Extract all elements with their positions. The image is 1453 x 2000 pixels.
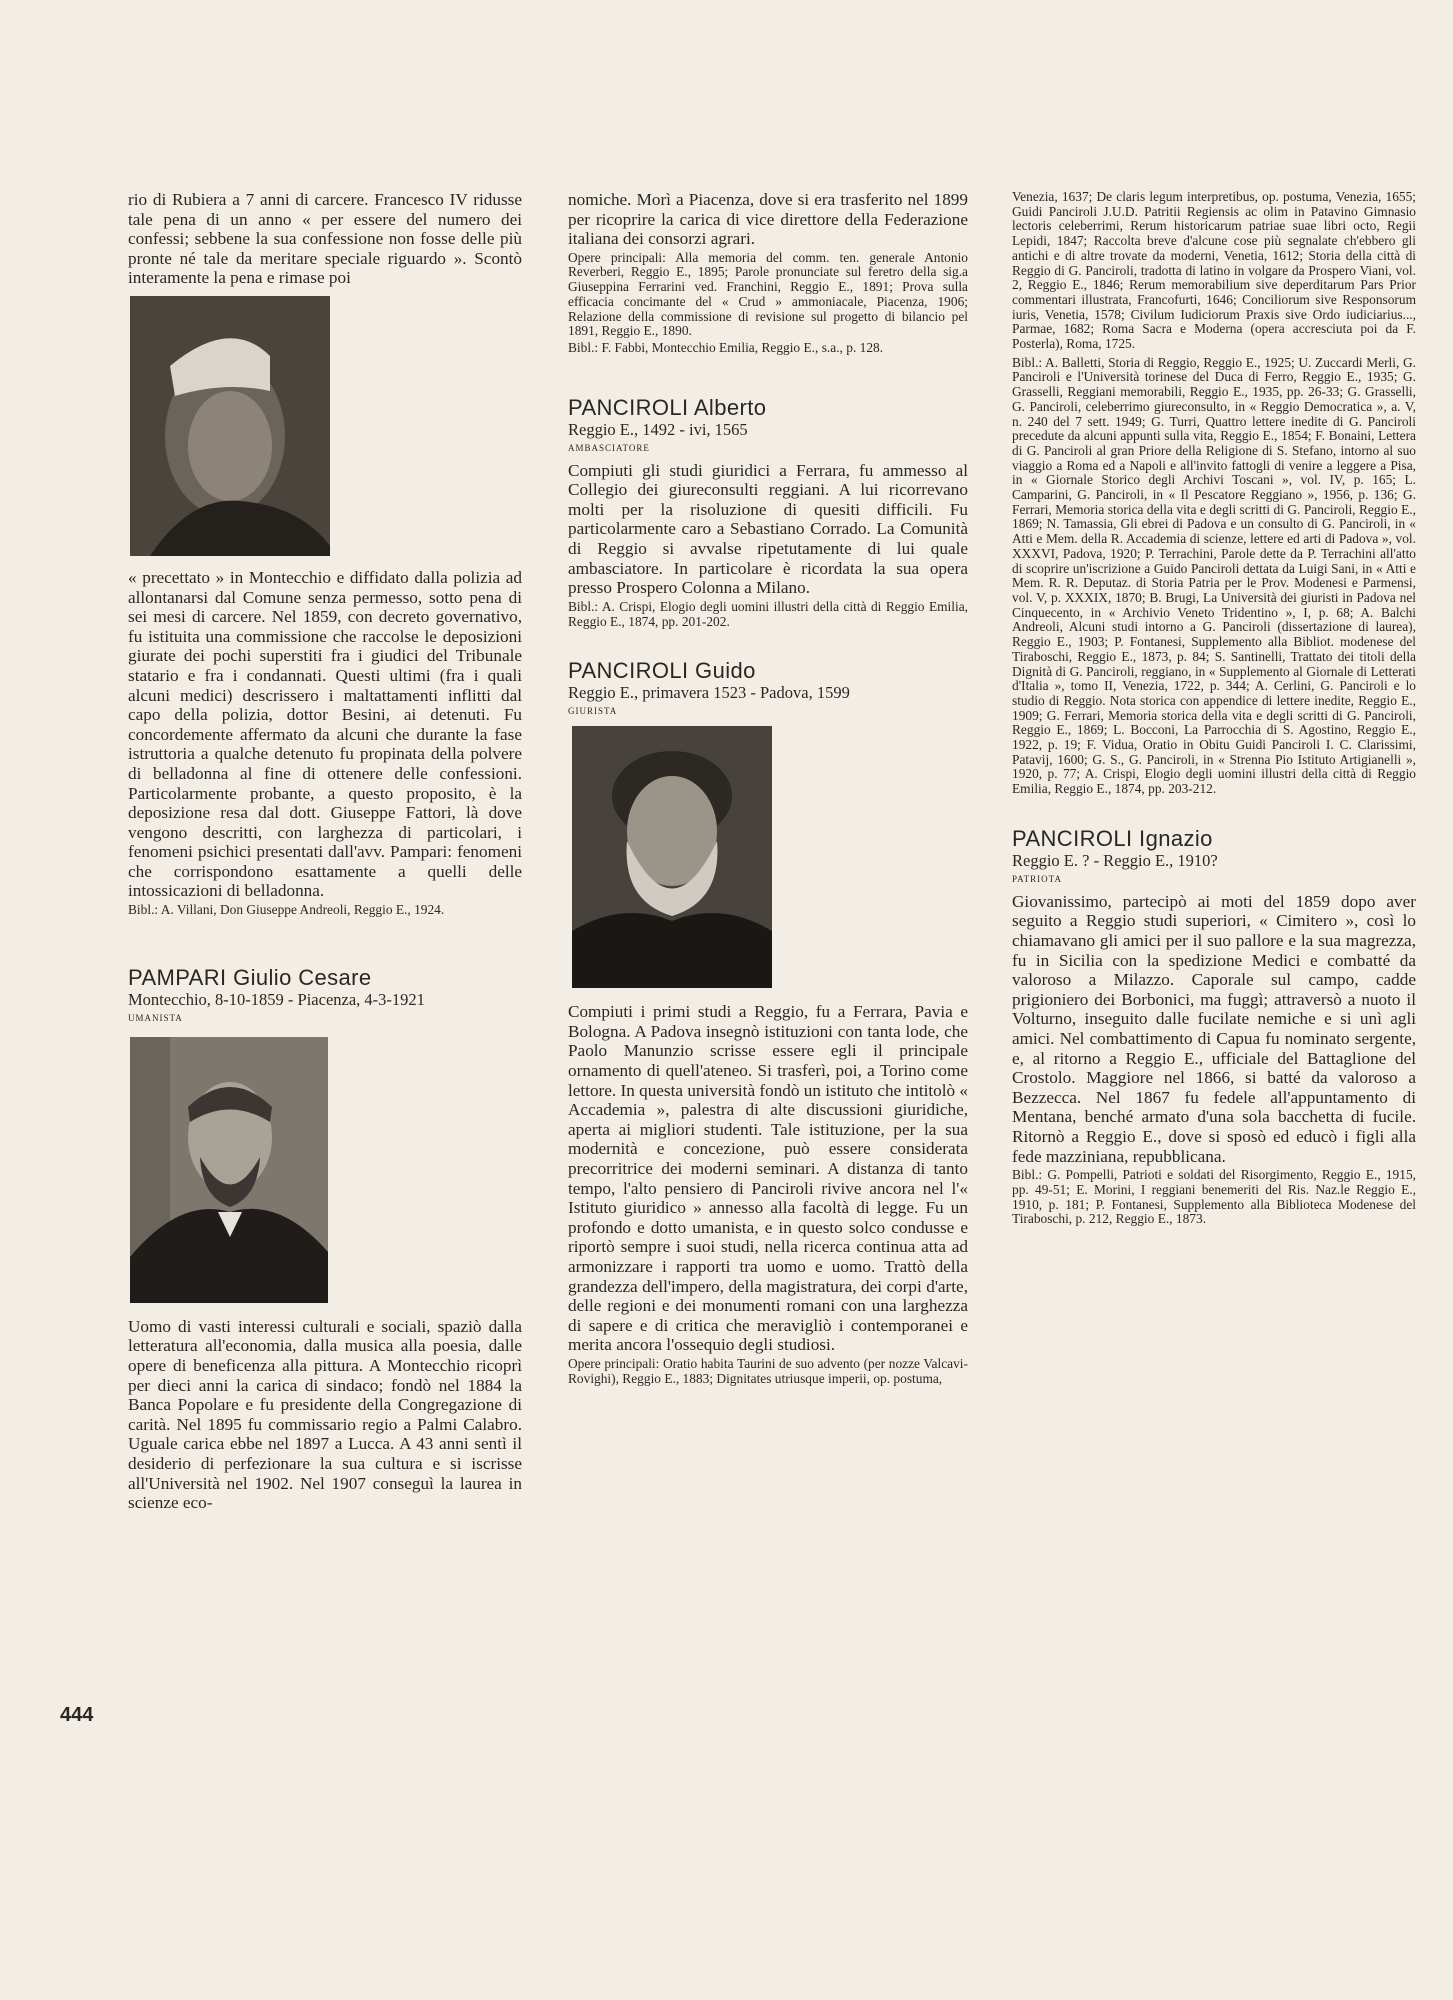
- paragraph: Giovanissimo, partecipò ai moti del 1859 dopo aver seguito a Reggio studi superiori, « Cimitero », così lo chiamavano gli amici per il suo pallore e la sua magrezza, fu in Sicilia con la spedizione Medici e combatté da valoroso a Milazzo. Caporale sul campo, cadde prigioniero dei Borbonici, ma fuggì; attraversò a nuoto il Volturno, inseguito dalle fucilate nemiche e si unì agli amici. Nel combattimento di Capua fu nominato sergente, e, al ritorno a Reggio E., ufficiale del Battaglione del Crostolo. Maggiore nel 1866, si batté da valoroso a Bezzecca. Nel 1867 fu fedele all'appuntamento di Mentana, benché armato d'una sola bacchetta di fucile. Ritornò a Reggio E., dove si sposò ed educò i figli alla fede mazziniana, repubblicana.: [1012, 891, 1416, 1166]
- paragraph: Compiuti i primi studi a Reggio, fu a Ferrara, Pavia e Bologna. A Padova insegnò istituzioni con tanta lode, che Paolo Manunzio scrisse essere egli il principale ornamento di quell'ateneo. Si trasferì, poi, a Torino come lettore. In questa università fondò un istituto che intitolò « Accademia », palestra di alte discussioni giuridiche, aperta ai migliori studenti. Tale istituzione, per la sua modernità e concezione, può essere considerata precorritrice dei moderni seminari. A distanza di tanto tempo, l'alto pensiero di Panciroli rivive ancora nel l'« Istituto giuridico » annesso alla facoltà di legge. Fu un profondo e dotto umanista, e in questo solco condusse e riportò sempre i suoi studi, nella ricerca continua atta ad armonizzare i rapporti tra uomo e uomo. Trattò della grandezza dell'impero, della magistratura, dei corpi d'arte, delle regioni e dei monumenti romani con una larghezza di sapere e di critica che meravigliò i contemporanei e merita ancora l'ossequio degli studiosi.: [568, 1002, 969, 1355]
- works-list: Opere principali: Oratio habita Taurini de suo advento (per nozze Valcavi-Rovighi), Reggio E., 1883; Dignitates utriusque imperii, op. postuma,: [568, 1355, 968, 1386]
- paragraph: rio di Rubiera a 7 anni di carcere. Francesco IV ridusse tale pena di un anno « per essere del numero dei confessi; sebbene la sua confessione non fosse delle più pronte né tale da meritare speciale riguardo ». Scontò interamente la pena e rimase poi: [128, 190, 522, 288]
- portrait-photo-pampari: [130, 1037, 328, 1303]
- entry-dates: Reggio E. ? - Reggio E., 1910?: [1012, 850, 1218, 870]
- bibliography: Bibl.: F. Fabbi, Montecchio Emilia, Reggio E., s.a., p. 128.: [568, 340, 884, 355]
- entry-panciroli-ignazio: [1012, 827, 1416, 886]
- entry-role: patriota: [1012, 869, 1062, 885]
- paragraph: nomiche. Morì a Piacenza, dove si era trasferito nel 1899 per ricoprire la carica di vice direttore della Federazione italiana dei consorzi agrari.: [568, 190, 968, 249]
- bibliography: Bibl.: A. Balletti, Storia di Reggio, Reggio E., 1925; U. Zuccardi Merli, G. Panciroli e l'Università torinese del Duca di Ferro, Reggio E., 1935; G. Grasselli, Reggiani memorabili, Reggio E., 1935, pp. 26-33; G. Grasselli, G. Panciroli, celeberrimo giureconsulto, in « Reggio Democratica », a. V, n. 240 del 7 sett. 1949; G. Turri, Quattro lettere inedite di G. Panciroli precedute da alcuni appunti sulla vita, Reggio E., 1854; F. Bonaini, Lettera di G. Panciroli al gran Priore della Religione di S. Stefano, intorno al suo viaggio a Roma ed a Napoli e all'invito fattogli di venire a leggere a Pisa, in « Giornale Storico degli Archivi Toscani », vol. IV, p. 165; L. Camparini, G. Panciroli, in « Il Pescatore Reggiano », 1956, p. 136; G. Ferrari, Memoria storica della vita e degli scritti di G. Panciroli, Reggio E., 1869; N. Tamassia, Gli ebrei di Padova e un consulto di G. Panciroli, in « Atti e Mem. della R. Accademia di scienze, lettere ed arti di Padova », vol. XXXVI, Padova, 1920; P. Terrachini, Parole dette da P. Terrachini all'atto di scoprire un'iscrizione a Guido Panciroli dettata da Luigi Sani, in « Atti e Mem. R. R. Deputaz. di Storia Patria per le Prov. Modenesi e Parmensi, vol. V, p. XXXIX, 1870; B. Brugi, La Università dei giuristi in Padova nel Cinquecento, in « Archivio Veneto Tridentino », I, p. 68; A. Balchi Andreoli, Alcuni studi intorno a G. Panciroli (dissertazione di laurea), Reggio E., 1903; P. Fontanesi, Supplemento alla Bibliot. modenese del Tiraboschi, Reggio E., 1873, p. 84; S. Santinelli, Trattato dei titoli della Dignità di G. Panciroli, reggiano, in « Supplemento al Giornale di Letterati d'Italia », tomo II, Venezia, 1722, p. 344; A. Cerlini, G. Panciroli e lo studio di Reggio. Nota storica con appendice di lettere inedite, Reggio E., 1909; G. Ferrari, Memoria storica della vita e degli scritti di G. Panciroli, Reggio E., 1869; L. Bocconi, La Parrocchia di S. Agostino, Reggio E., 1922, p. 19; F. Vidua, Oratio in Obitu Guidi Panciroli I. C. Clarissimi, Patavij, 1600; G. S., G. Panciroli, in « Strenna Pio Istituto Artigianelli », 1920, p. 77; A. Crispi, Elogio degli uomini illustri della città di Reggio Emilia, Reggio E., 1874, pp. 203-212.: [1012, 354, 1416, 797]
- entry-name: PANCIROLI Guido: [568, 658, 756, 684]
- bibliography: Bibl.: A. Crispi, Elogio degli uomini illustri della città di Reggio Emilia, Reggio E., 1874, pp. 201-202.: [568, 598, 968, 629]
- entry-name: PANCIROLI Alberto: [568, 394, 767, 420]
- entry-role: ambasciatore: [568, 438, 650, 454]
- entry-role: giurista: [568, 702, 618, 718]
- bibliography: Bibl.: A. Villani, Don Giuseppe Andreoli, Reggio E., 1924.: [128, 902, 445, 918]
- entry-name: PANCIROLI Ignazio: [1012, 825, 1213, 851]
- column-middle: [568, 190, 968, 1386]
- paragraph: Compiuti gli studi giuridici a Ferrara, fu ammesso al Collegio dei giureconsulti reggiani. A lui ricorrevano molti per la risoluzione di quesiti difficili. Fu particolarmente caro a Sebastiano Corrado. La Comunità di Reggio si avvalse ripetutamente di lui quale ambasciatore. In particolare è ricordata la sua opera presso Prospero Colonna a Milano.: [568, 460, 968, 598]
- column-right: [1012, 190, 1416, 1227]
- entry-dates: Reggio E., primavera 1523 - Padova, 1599: [568, 683, 850, 703]
- page-number: 444: [60, 1704, 94, 1726]
- entry-panciroli-alberto: [568, 396, 968, 455]
- works-list: Opere principali: Alla memoria del comm. ten. generale Antonio Reverberi, Reggio E., 1895; Parole pronunciate sul feretro della sig.a Giuseppina Ferrarini ved. Franchini, Reggio E., 1891; Prova sulla efficacia concimante del « Crud » ammoniacale, Piacenza, 1906; Relazione della commissione di revisione sul progetto di bilancio pel 1891, Reggio E., 1890.: [568, 249, 968, 339]
- entry-pampari: [128, 966, 522, 1025]
- column-left: [128, 190, 522, 1513]
- entry-name: PAMPARI Giulio Cesare: [128, 964, 372, 990]
- paragraph: « precettato » in Montecchio e diffidato dalla polizia ad allontanarsi dal Comune senza permesso, sotto pena di sei mesi di carcere. Nel 1859, con decreto governativo, fu istituita una commissione che raccolse le deposizioni giurate dei pochi superstiti fra i giudici del Tribunale statario e fra i condannati. Questi ultimi (fra i quali alcuni medici) descrissero i maltattamenti inflitti dal capo della polizia, dottor Besini, ai detenuti. Fu concordemente affermato da alcuni che durante la fase istruttoria a qualche detenuto fu propinata della polvere di belladonna al fine di ottenere delle confessioni. Particolarmente probante, a questo proposito, è la deposizione resa dal dott. Giuseppe Fattori, là dove vengono descritti, con larghezza di particolari, i fenomeni psichici presentati dall'avv. Pampari: fenomeni che corrispondono esattamente a quelli delle intossicazioni di belladonna.: [128, 567, 522, 901]
- entry-role: umanista: [128, 1008, 183, 1024]
- bibliography: Bibl.: G. Pompelli, Patrioti e soldati del Risorgimento, Reggio E., 1915, pp. 49-51; E. Morini, I reggiani benemeriti del Ris. Naz.le Reggio E., 1910, p. 181; P. Fontanesi, Supplemento alla Biblioteca Modenese del Tiraboschi, p. 212, Reggio E., 1873.: [1012, 1167, 1416, 1227]
- entry-dates: Reggio E., 1492 - ivi, 1565: [568, 419, 748, 439]
- works-list-continued: Venezia, 1637; De claris legum interpretibus, op. postuma, Venezia, 1655; Guidi Panciroli J.U.D. Patritii Regiensis ac olim in Patavino Gimnasio lectoris celeberrimi, Rerum historicarum patriae suae libri octo, Regii Lepidi, 1847; Raccolta breve d'alcune cose più segnalate ch'ebbero gli antichi e di altre trovate da moderni, Venetia, 1612; Storia della città di Reggio di G. Panciroli, tradotta di latino in volgare da Prospero Viani, vol. 2, Reggio E., 1846; Rerum memorabilium sive deperditarum Pars Prior commentari illustrata, Francofurti, 1646; Conciliorum sive Responsorum iuris, Venetia, 1578; Civilum Iudiciorum Praxis sive Ordo iudiciarius..., Parmae, 1682; Roma Sacra e Moderna (opera accresciuta poi da F. Posterla), Roma, 1725.: [1012, 189, 1416, 352]
- portrait-engraving-panciroli: [572, 726, 772, 988]
- entry-panciroli-guido: [568, 659, 968, 718]
- paragraph: Uomo di vasti interessi culturali e sociali, spaziò dalla letteratura all'economia, dalla musica alla poesia, dalle opere di beneficenza alla pittura. A Montecchio ricoprì per dieci anni la carica di sindaco; fondò nel 1884 la Banca Popolare e fu presidente della Congregazione di carità. Nel 1895 fu commissario regio a Palmi Calabro. Uguale carica ebbe nel 1897 a Lucca. A 43 anni sentì il desiderio di perfezionare la sua cultura e si iscrisse all'Università nel 1902. Nel 1907 conseguì la laurea in scienze eco-: [128, 1316, 522, 1513]
- portrait-photo-andreoli: [130, 296, 330, 556]
- entry-dates: Montecchio, 8-10-1859 - Piacenza, 4-3-1921: [128, 989, 425, 1009]
